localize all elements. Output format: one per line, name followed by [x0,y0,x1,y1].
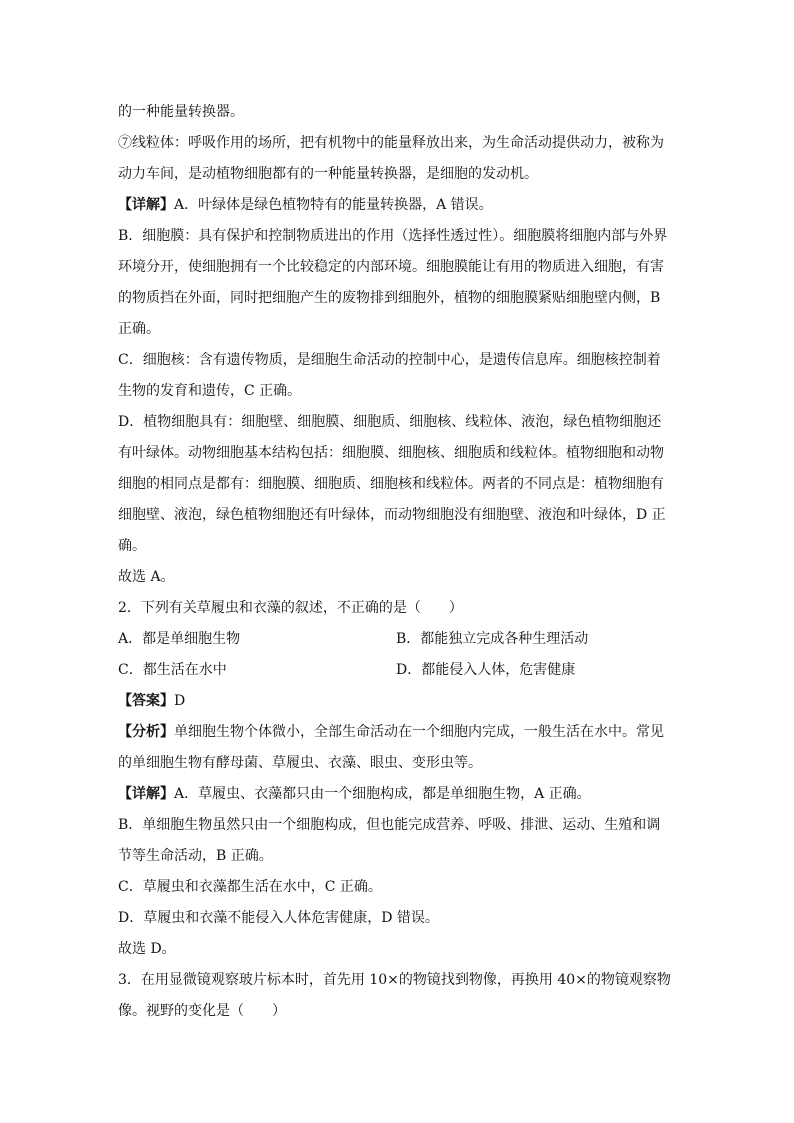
option-c: C．都生活在水中 [118,662,227,678]
text-line: B．细胞膜：具有保护和控制物质进出的作用（选择性透过性）。细胞膜将细胞内部与外界 [118,228,668,244]
text-line: 故选 A。 [118,569,175,585]
text-line: 生物的发育和遗传，C 正确。 [118,383,302,399]
detail-line: 【详解】A．草履虫、衣藻都只由一个细胞构成，都是单细胞生物，A 正确。 [118,786,591,802]
text-line: 【详解】A．叶绿体是绿色植物特有的能量转换器，A 错误。 [118,197,493,213]
text-line: 动力车间，是动植物细胞都有的一种能量转换器，是细胞的发动机。 [118,166,538,182]
analysis-line: 【分析】单细胞生物个体微小，全部生命活动在一个细胞内完成，一般生活在水中。常见 [118,724,664,740]
text-line: D．植物细胞具有：细胞壁、细胞膜、细胞质、细胞核、线粒体、液泡，绿色植物细胞还 [118,414,662,430]
text-line: D．草履虫和衣藻不能侵入人体危害健康，D 错误。 [118,910,439,926]
option-b: B．都能独立完成各种生理活动 [396,631,589,647]
option-a: A．都是单细胞生物 [118,631,241,647]
text-line: 的单细胞生物有酵母菌、草履虫、衣藻、眼虫、变形虫等。 [118,755,482,771]
text-line: ⑦线粒体：呼吸作用的场所，把有机物中的能量释放出来，为生命活动提供动力，被称为 [118,135,664,151]
text-line: 细胞壁、液泡，绿色植物细胞还有叶绿体，而动物细胞没有细胞壁、液泡和叶绿体，D 正 [118,507,666,523]
text-line: 有叶绿体。动物细胞基本结构包括：细胞膜、细胞核、细胞质和线粒体。植物细胞和动物 [118,445,664,461]
question-stem: 3．在用显微镜观察玻片标本时，首先用 10×的物镜找到物像，再换用 40×的物镜观察物 [118,972,671,988]
text-line: 故选 D。 [118,941,176,957]
text-line: C．草履虫和衣藻都生活在水中，C 正确。 [118,879,382,895]
text-line: 环境分开，使细胞拥有一个比较稳定的内部环境。细胞膜能让有用的物质进入细胞，有害 [118,259,664,275]
option-d: D．都能侵入人体，危害健康 [396,662,576,678]
text-line: 节等生命活动，B 正确。 [118,848,273,864]
text-line: 细胞的相同点是都有：细胞膜、细胞质、细胞核和线粒体。两者的不同点是：植物细胞有 [118,476,664,492]
text-line: 正确。 [118,321,160,337]
text-line: C．细胞核：含有遗传物质，是细胞生命活动的控制中心，是遗传信息库。细胞核控制着 [118,352,661,368]
question-stem: 2．下列有关草履虫和衣藻的叙述，不正确的是（ ） [118,600,463,616]
text-line: 的一种能量转换器。 [118,104,244,120]
text-line: 像。视野的变化是（ ） [118,1003,286,1019]
answer-line: 【答案】D [118,693,186,709]
text-line: 确。 [118,538,146,554]
text-line: B．单细胞生物虽然只由一个细胞构成，但也能完成营养、呼吸、排泄、运动、生殖和调 [118,817,661,833]
text-line: 的物质挡在外面，同时把细胞产生的废物排到细胞外，植物的细胞膜紧贴细胞壁内侧，B [118,290,661,306]
